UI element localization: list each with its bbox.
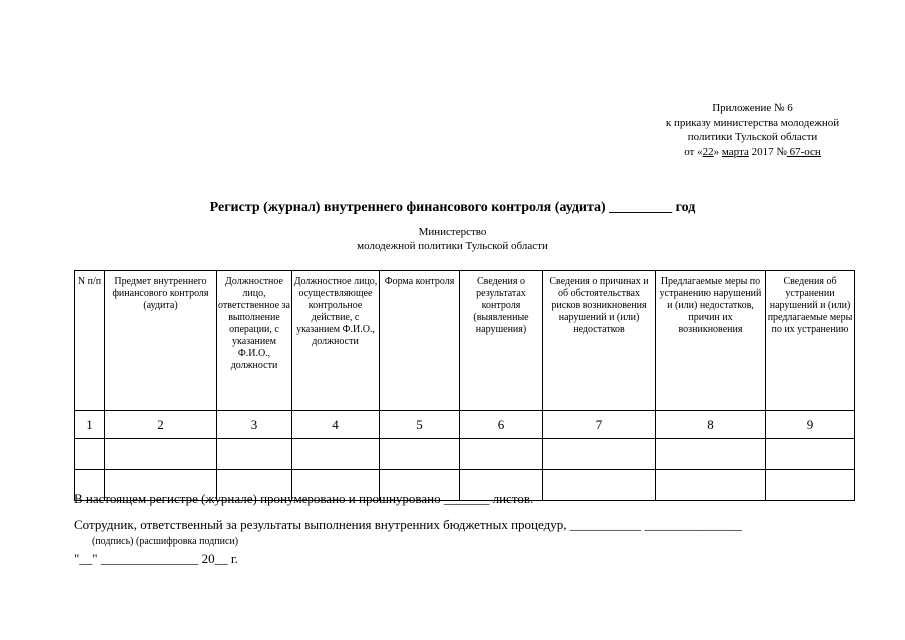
- date-year: 2017 №: [748, 145, 787, 158]
- order-number: 67-осн: [786, 145, 821, 158]
- column-number: 1: [75, 411, 105, 439]
- register-table: [74, 270, 855, 501]
- table-header-row: [75, 271, 855, 411]
- date-line: "__" _______________ 20__ г.: [74, 551, 238, 566]
- numbered-statement: В настоящем регистре (журнале) пронумеровано и прошнуровано _______ листов.: [74, 491, 534, 506]
- table-cell: [766, 470, 855, 501]
- column-number: 2: [105, 411, 217, 439]
- appendix-order-ref: к приказу министерства молодежной: [665, 116, 840, 129]
- header-cell-results: Сведения о результатах контроля (выявленные нарушения): [460, 271, 543, 411]
- column-number: 4: [292, 411, 380, 439]
- employee-statement: Сотрудник, ответственный за результаты выполнения внутренних бюджетных процедур, ___________ _______________: [74, 517, 742, 532]
- header-cell-subject: Предмет внутреннего финансового контроля (аудита): [105, 271, 217, 411]
- document-title: Регистр (журнал) внутреннего финансового контроля (аудита) _________ год: [209, 200, 696, 215]
- appendix-header: [600, 101, 905, 159]
- table-cell: [656, 470, 766, 501]
- table-cell: [217, 439, 292, 470]
- appendix-number: Приложение № 6: [712, 102, 793, 114]
- column-number: 7: [543, 411, 656, 439]
- table-cell: [656, 439, 766, 470]
- table-cell: [766, 439, 855, 470]
- organization-name: [0, 225, 905, 253]
- date-prefix: от «: [684, 145, 703, 158]
- table-cell: [105, 439, 217, 470]
- column-number: 8: [656, 411, 766, 439]
- table-cell: [543, 439, 656, 470]
- header-cell-measures: Предлагаемые меры по устранению нарушений и (или) недостатков, причин их возникновения: [656, 271, 766, 411]
- column-number-row: [75, 411, 855, 439]
- column-number: 5: [380, 411, 460, 439]
- organization-line-1: Министерство: [418, 226, 487, 238]
- table-row: [75, 439, 855, 470]
- date-day: 22: [702, 145, 714, 158]
- header-cell-form: Форма контроля: [380, 271, 460, 411]
- appendix-ministry: политики Тульской области: [687, 131, 818, 143]
- table-cell: [292, 439, 380, 470]
- table-cell: [543, 470, 656, 501]
- date-month: марта: [721, 145, 749, 158]
- table-cell: [380, 439, 460, 470]
- column-number: 6: [460, 411, 543, 439]
- header-cell-responsible: Должностное лицо, ответственное за выполнение операции, с указанием Ф.И.О., должности: [217, 271, 292, 411]
- header-cell-number: N п/п: [75, 271, 105, 411]
- date-mid: »: [713, 145, 722, 158]
- table-cell: [460, 439, 543, 470]
- signature-hint: (подпись) (расшифровка подписи): [92, 536, 239, 547]
- organization-line-2: молодежной политики Тульской области: [357, 240, 548, 252]
- appendix-date: [600, 145, 905, 160]
- column-number: 3: [217, 411, 292, 439]
- header-cell-causes: Сведения о причинах и об обстоятельствах рисков возникновения нарушений и (или) недостатков: [543, 271, 656, 411]
- header-cell-elimination: Сведения об устранении нарушений и (или) предлагаемые меры по их устранению: [766, 271, 855, 411]
- column-number: 9: [766, 411, 855, 439]
- header-cell-controller: Должностное лицо, осуществляющее контрольное действие, с указанием Ф.И.О., должности: [292, 271, 380, 411]
- table-cell: [75, 439, 105, 470]
